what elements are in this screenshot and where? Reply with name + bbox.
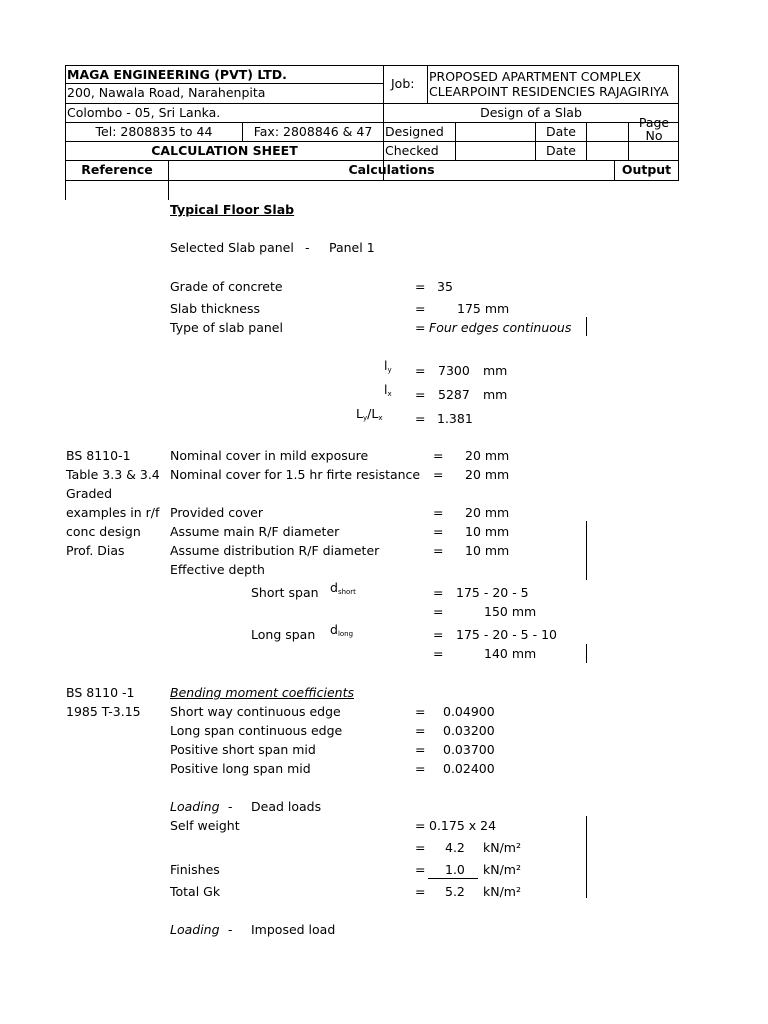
dist-rf-eq: = [433, 543, 444, 558]
output-mark-4 [586, 816, 587, 898]
self-weight-value: 4.2 [445, 840, 465, 855]
page-no-label: Page No [638, 115, 670, 143]
bm-long-mid-label: Positive long span mid [170, 761, 311, 776]
cover-provided-value: 20 mm [465, 505, 510, 520]
lx-symbol: $l_x$ [384, 382, 392, 398]
main-rf-eq: = [433, 524, 444, 539]
long-depth-value: 140 mm [484, 646, 537, 661]
bm-ref-2: 1985 T-3.15 [66, 704, 141, 719]
col-calculations: Calculations [348, 162, 435, 177]
concrete-grade-value: 35 [437, 279, 453, 294]
dist-rf-value: 10 mm [465, 543, 510, 558]
cover-provided-eq: = [433, 505, 444, 520]
panel-type-eq: = [415, 320, 426, 335]
bm-short-cont-value: 0.04900 [443, 704, 495, 719]
bm-long-mid-value: 0.02400 [443, 761, 495, 776]
date-label-2: Date [546, 143, 576, 158]
lx-eq: = [415, 387, 426, 402]
job-label: Job: [391, 76, 415, 91]
cover-mild-value: 20 mm [465, 448, 510, 463]
long-depth-expr: 175 - 20 - 5 - 10 [456, 627, 557, 642]
bm-short-cont-eq: = [415, 704, 426, 719]
col-output: Output [621, 162, 672, 177]
total-gk-value: 5.2 [445, 884, 465, 899]
checked-label: Checked [385, 143, 439, 158]
col-reference: Reference [81, 162, 153, 177]
cover-fire-eq: = [433, 467, 444, 482]
loading-dash: - [228, 799, 233, 814]
bm-long-mid-eq: = [415, 761, 426, 776]
main-rf-value: 10 mm [465, 524, 510, 539]
job-line-1: PROPOSED APARTMENT COMPLEX [429, 69, 642, 84]
imposed-load-label: Imposed load [251, 922, 336, 937]
short-depth-eq: = [433, 585, 444, 600]
cover-mild-eq: = [433, 448, 444, 463]
d-short-symbol: $d_{short}$ [330, 580, 356, 596]
concrete-grade-eq: = [415, 279, 426, 294]
finishes-value: 1.0 [445, 862, 465, 877]
bm-long-cont-label: Long span continuous edge [170, 723, 343, 738]
cover-ref-5: conc design [66, 524, 141, 539]
cover-ref-4: examples in r/f [66, 505, 160, 520]
design-of: Design of a Slab [480, 105, 582, 120]
self-weight-label: Self weight [170, 818, 240, 833]
cover-provided-label: Provided cover [170, 505, 263, 520]
self-weight-expr: 0.175 x 24 [429, 818, 497, 833]
total-gk-label: Total Gk [170, 884, 221, 899]
bm-short-cont-label: Short way continuous edge [170, 704, 341, 719]
self-weight-eq: = [415, 818, 426, 833]
panel-type-value: Four edges continuous [429, 320, 572, 335]
bm-ref-1: BS 8110 -1 [66, 685, 135, 700]
bm-long-cont-eq: = [415, 723, 426, 738]
bm-short-mid-label: Positive short span mid [170, 742, 316, 757]
slab-thickness-label: Slab thickness [170, 301, 261, 316]
long-depth-eq: = [433, 627, 444, 642]
ly-eq: = [415, 363, 426, 378]
short-depth-value: 150 mm [484, 604, 537, 619]
short-depth-eq2: = [433, 604, 444, 619]
span-ratio-value: 1.381 [437, 411, 473, 426]
ly-unit: mm [483, 363, 508, 378]
telephone: Tel: 2808835 to 44 [95, 124, 213, 139]
bm-short-mid-eq: = [415, 742, 426, 757]
sheet-title: CALCULATION SHEET [151, 143, 298, 158]
loading-label-2: Loading [170, 922, 220, 937]
bm-title: Bending moment coefficients [170, 685, 354, 700]
ly-value: 7300 [438, 363, 470, 378]
output-mark-2 [586, 521, 587, 580]
cover-ref-1: BS 8110-1 [66, 448, 131, 463]
finishes-unit: kN/m² [483, 862, 521, 877]
loading-dash-2: - [228, 922, 233, 937]
address-line-1: 200, Nawala Road, Narahenpita [67, 85, 266, 100]
date-label-1: Date [546, 124, 576, 139]
self-weight-eq2: = [415, 840, 426, 855]
ly-symbol: $l_y$ [384, 358, 392, 374]
section-title: Typical Floor Slab [170, 202, 295, 217]
total-gk-unit: kN/m² [483, 884, 521, 899]
finishes-eq: = [415, 862, 426, 877]
company-name: MAGA ENGINEERING (PVT) LTD. [67, 67, 287, 82]
panel-value: Panel 1 [329, 240, 375, 255]
designed-label: Designed [385, 124, 444, 139]
panel-dash: - [305, 240, 310, 255]
cover-ref-3: Graded [66, 486, 113, 501]
loading-label: Loading [170, 799, 220, 814]
lx-unit: mm [483, 387, 508, 402]
bm-short-mid-value: 0.03700 [443, 742, 495, 757]
span-ratio-symbol: $L_y/L_x$ [356, 406, 383, 422]
lx-value: 5287 [438, 387, 470, 402]
total-gk-eq: = [415, 884, 426, 899]
short-span-label: Short span [251, 585, 319, 600]
dead-loads-label: Dead loads [251, 799, 322, 814]
eff-depth-label: Effective depth [170, 562, 265, 577]
self-weight-unit: kN/m² [483, 840, 521, 855]
fax: Fax: 2808846 & 47 [253, 124, 373, 139]
cover-ref-2: Table 3.3 & 3.4 [66, 467, 160, 482]
span-ratio-eq: = [415, 411, 426, 426]
cover-mild-label: Nominal cover in mild exposure [170, 448, 369, 463]
panel-label: Selected Slab panel [170, 240, 294, 255]
output-mark-3 [586, 644, 587, 663]
slab-thickness-value: 175 mm [457, 301, 510, 316]
main-rf-label: Assume main R/F diameter [170, 524, 340, 539]
concrete-grade-label: Grade of concrete [170, 279, 283, 294]
long-depth-eq2: = [433, 646, 444, 661]
panel-type-label: Type of slab panel [170, 320, 283, 335]
d-long-symbol: $d_{long}$ [330, 622, 354, 638]
output-mark-1 [586, 317, 587, 336]
cover-fire-value: 20 mm [465, 467, 510, 482]
bm-long-cont-value: 0.03200 [443, 723, 495, 738]
dist-rf-label: Assume distribution R/F diameter [170, 543, 380, 558]
long-span-label: Long span [251, 627, 316, 642]
slab-thickness-eq: = [415, 301, 426, 316]
short-depth-expr: 175 - 20 - 5 [456, 585, 529, 600]
finishes-label: Finishes [170, 862, 220, 877]
address-line-2: Colombo - 05, Sri Lanka. [67, 105, 221, 120]
cover-ref-6: Prof. Dias [66, 543, 125, 558]
cover-fire-label: Nominal cover for 1.5 hr firte resistance [170, 467, 421, 482]
sum-underline [428, 878, 478, 879]
job-line-2: CLEARPOINT RESIDENCIES RAJAGIRIYA [429, 84, 669, 99]
